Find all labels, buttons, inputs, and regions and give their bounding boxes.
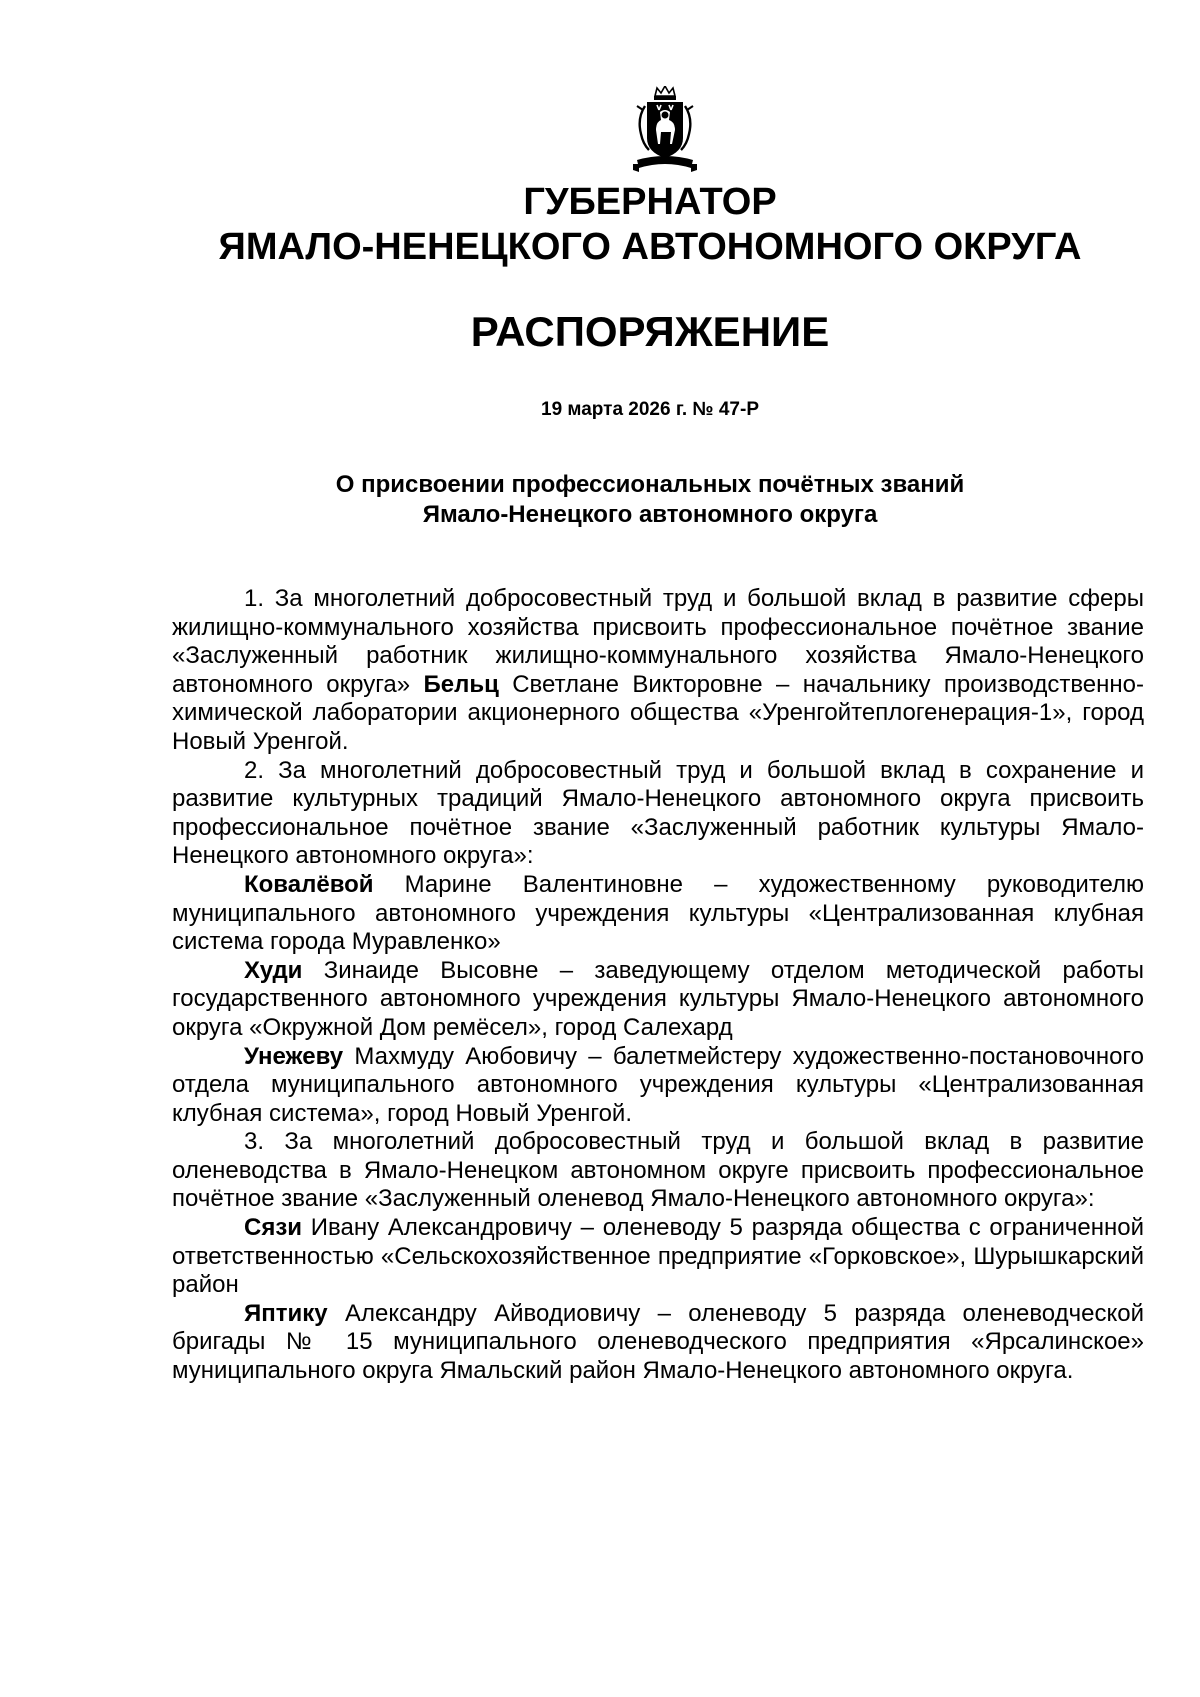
awardee-details: Марине Валентиновне – художественному руководителю муниципального автономного учреждения культуры «Централизованная клубная система города Муравленко» <box>172 870 1144 956</box>
awardee-details: Александру Айводиовичу – оленеводу 5 разряда оленеводческой бригады № 15 муниципального оленеводческого предприятия «Ярсалинское» муниципального округа Ямальский район Ямало-Ненецкого автономного округа. <box>172 1299 1144 1385</box>
awardee-entry <box>172 1214 1144 1300</box>
document-type: РАСПОРЯЖЕНИЕ <box>470 308 830 355</box>
awardee-name: Бельц <box>423 670 499 698</box>
paragraph-1 <box>172 585 1144 757</box>
paragraph-3: 3. За многолетний добросовестный труд и большой вклад в развитие оленеводства в Ямало-Ненецком автономном округе присвоить профессиональное почётное звание «Заслуженный оленевод Ямало-Ненецкого автономного округа»: <box>172 1128 1144 1213</box>
coat-of-arms-icon <box>623 86 707 176</box>
awardee-name: Ковалёвой <box>244 870 374 898</box>
title-line-1: ГУБЕРНАТОР <box>523 181 777 223</box>
awardee-name: Худи <box>244 956 303 984</box>
awardee-entry <box>172 957 1144 1043</box>
awardee-details: Зинаиде Высовне – заведующему отделом методической работы государственного автономного учреждения культуры Ямало-Ненецкого автономного округа «Окружной Дом ремёсел», город Салехард <box>172 956 1144 1041</box>
subject-line-1: О присвоении профессиональных почётных званий <box>335 471 965 498</box>
awardee-name: Яптику <box>244 1299 328 1327</box>
paragraph-1-text: 1. За многолетний добросовестный труд и большой вклад в развитие сферы жилищно-коммунального хозяйства присвоить профессиональное почётное звание «Заслуженный работник жилищно-коммунального хозяйства Ямало-Ненецкого автономного округа» <box>172 585 1144 698</box>
document-date-number: 19 марта 2026 г. № 47-Р <box>541 399 759 420</box>
title-line-2: ЯМАЛО-НЕНЕЦКОГО АВТОНОМНОГО ОКРУГА <box>218 226 1082 268</box>
awardee-name: Унежеву <box>244 1042 344 1070</box>
awardee-entry <box>172 1043 1144 1129</box>
awardee-name: Сязи <box>244 1214 303 1242</box>
awardee-details: Светлане Викторовне – начальнику производственно-химической лаборатории акционерного общества «Уренгойтеплогенерация-1», город Новый Уренгой. <box>172 670 1144 755</box>
governor-title <box>150 180 1150 270</box>
awardee-entry <box>172 1300 1144 1386</box>
paragraph-2: 2. За многолетний добросовестный труд и большой вклад в сохранение и развитие культурных традиций Ямало-Ненецкого автономного округа присвоить профессиональное почётное звание «Заслуженный работник культуры Ямало-Ненецкого автономного округа»: <box>172 756 1144 870</box>
subject-line-2: Ямало-Ненецкого автономного округа <box>422 501 878 528</box>
document-subject <box>150 470 1150 530</box>
document-body <box>172 585 1144 1386</box>
awardee-details: Махмуду Аюбовичу – балетмейстеру художественно-постановочного отдела муниципального автономного учреждения культуры «Централизованная клубная система», город Новый Уренгой. <box>172 1042 1144 1127</box>
awardee-entry <box>172 871 1144 957</box>
awardee-details: Ивану Александровичу – оленеводу 5 разряда общества с ограниченной ответственностью «Сельскохозяйственное предприятие «Горковское», Шурышкарский район <box>172 1214 1144 1299</box>
